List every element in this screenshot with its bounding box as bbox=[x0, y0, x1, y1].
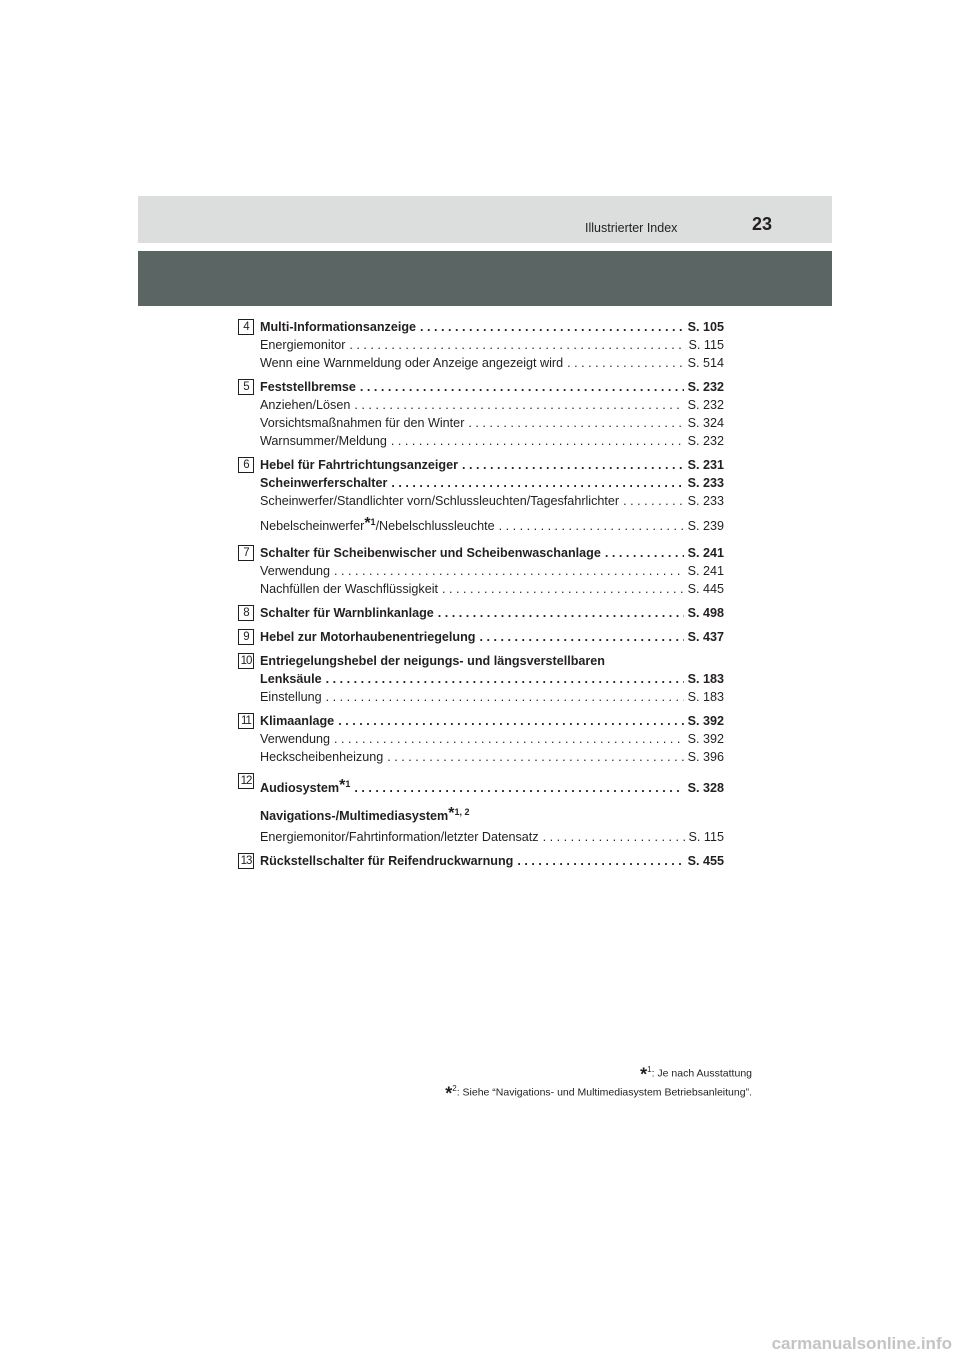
index-entry bbox=[238, 652, 724, 706]
footnote-ref: *1, 2 bbox=[448, 805, 470, 822]
dot-leader bbox=[326, 688, 684, 706]
index-entry bbox=[238, 378, 724, 450]
index-text: Verwendung bbox=[260, 732, 331, 746]
index-subitem[interactable] bbox=[260, 562, 724, 580]
page-ref[interactable]: S. 437 bbox=[687, 630, 724, 644]
dot-leader bbox=[420, 318, 684, 336]
dot-leader bbox=[438, 604, 684, 622]
index-heading[interactable] bbox=[260, 800, 724, 828]
callout-number: 13 bbox=[238, 853, 254, 869]
index-text: Verwendung bbox=[260, 564, 331, 578]
index-text: Wenn eine Warnmeldung oder Anzeige angezeigt wird bbox=[260, 356, 564, 370]
index-entry bbox=[238, 712, 724, 766]
index-subitem[interactable] bbox=[260, 492, 724, 510]
index-entry bbox=[238, 318, 724, 372]
page-ref[interactable]: S. 232 bbox=[687, 398, 724, 412]
index-heading[interactable] bbox=[260, 852, 724, 870]
dot-leader bbox=[468, 414, 683, 432]
footnote-ref: *1 bbox=[339, 777, 351, 794]
dot-leader bbox=[442, 580, 684, 598]
index-subitem[interactable] bbox=[260, 828, 724, 846]
index-subitem[interactable] bbox=[260, 432, 724, 450]
page-ref[interactable]: S. 445 bbox=[687, 582, 724, 596]
dot-leader bbox=[391, 474, 683, 492]
index-text: Rückstellschalter für Reifendruckwarnung bbox=[260, 854, 514, 868]
index-text: Energiemonitor bbox=[260, 338, 346, 352]
index-text: Feststellbremse bbox=[260, 380, 356, 394]
section-title: Illustrierter Index bbox=[585, 221, 678, 235]
index-entry bbox=[238, 456, 724, 538]
dot-leader bbox=[517, 852, 683, 870]
index-text: Navigations-/Multimediasystem$^{*1, 2}$ bbox=[260, 805, 470, 823]
callout-number: 10 bbox=[238, 653, 254, 669]
footnote: *$^2$: Siehe “Navigations- und Multimediasystem Betriebsanleitung”. bbox=[445, 1083, 752, 1103]
dot-leader bbox=[360, 378, 684, 396]
page-number: 23 bbox=[752, 214, 773, 234]
page-ref[interactable]: S. 324 bbox=[687, 416, 724, 430]
index-text: Audiosystem$^{*1}$ bbox=[260, 777, 351, 795]
index-heading[interactable] bbox=[260, 378, 724, 396]
callout-number: 5 bbox=[238, 379, 254, 395]
index-text: Einstellung bbox=[260, 690, 322, 704]
index-subitem[interactable] bbox=[260, 748, 724, 766]
page-ref[interactable]: S. 115 bbox=[688, 338, 724, 352]
index-text: Entriegelungshebel der neigungs- und längsverstellbaren bbox=[260, 654, 605, 668]
page-ref[interactable]: S. 392 bbox=[687, 714, 724, 728]
index-subitem[interactable] bbox=[260, 336, 724, 354]
page-ref[interactable]: S. 392 bbox=[687, 732, 724, 746]
dot-leader bbox=[623, 492, 683, 510]
callout-number: 9 bbox=[238, 629, 254, 645]
footnote-ref: *1 bbox=[364, 515, 376, 532]
callout-number: 7 bbox=[238, 545, 254, 561]
page-ref[interactable]: S. 514 bbox=[687, 356, 724, 370]
page-ref[interactable]: S. 455 bbox=[687, 854, 724, 868]
dot-leader bbox=[334, 562, 684, 580]
page-ref[interactable]: S. 241 bbox=[687, 546, 724, 560]
index-heading[interactable] bbox=[260, 544, 724, 562]
dot-leader bbox=[326, 670, 684, 688]
page-ref[interactable]: S. 115 bbox=[688, 830, 724, 844]
index-text: Nachfüllen der Waschflüssigkeit bbox=[260, 582, 439, 596]
index-text: Energiemonitor/Fahrtinformation/letzter Datensatz bbox=[260, 830, 539, 844]
index-text: Vorsichtsmaßnahmen für den Winter bbox=[260, 416, 465, 430]
dot-leader bbox=[567, 354, 683, 372]
page-ref[interactable]: S. 241 bbox=[687, 564, 724, 578]
index-subitem[interactable] bbox=[260, 688, 724, 706]
index-heading[interactable] bbox=[260, 456, 724, 474]
page-ref[interactable]: S. 233 bbox=[687, 494, 724, 508]
header-band bbox=[138, 196, 832, 243]
page-ref[interactable]: S. 239 bbox=[687, 519, 724, 533]
index-heading[interactable] bbox=[260, 628, 724, 646]
index-entry bbox=[238, 628, 724, 646]
index-text: Anziehen/Lösen bbox=[260, 398, 351, 412]
page-ref[interactable]: S. 232 bbox=[687, 380, 724, 394]
page-ref[interactable]: S. 183 bbox=[687, 672, 724, 686]
footnotes bbox=[445, 1063, 752, 1103]
dot-leader bbox=[605, 544, 684, 562]
page-ref[interactable]: S. 396 bbox=[687, 750, 724, 764]
dot-leader bbox=[354, 776, 683, 800]
index-text: Scheinwerfer/Standlichter vorn/Schlussleuchten/Tagesfahrlichter bbox=[260, 494, 620, 508]
index-heading[interactable] bbox=[260, 474, 724, 492]
index-heading[interactable] bbox=[260, 652, 724, 670]
index-text: Hebel für Fahrtrichtungsanzeiger bbox=[260, 458, 459, 472]
index-text: Scheinwerferschalter bbox=[260, 476, 388, 490]
index-subitem[interactable] bbox=[260, 580, 724, 598]
dot-leader bbox=[462, 456, 684, 474]
callout-number: 11 bbox=[238, 713, 254, 729]
index-text: Heckscheibenheizung bbox=[260, 750, 384, 764]
callout-number: 12 bbox=[238, 773, 254, 789]
index-entry bbox=[238, 772, 724, 846]
callout-number: 4 bbox=[238, 319, 254, 335]
dot-leader bbox=[387, 748, 683, 766]
dot-leader bbox=[334, 730, 684, 748]
dot-leader bbox=[354, 396, 683, 414]
index-heading[interactable] bbox=[260, 772, 724, 800]
index-heading[interactable] bbox=[260, 604, 724, 622]
page-ref[interactable]: S. 183 bbox=[687, 690, 724, 704]
index-list bbox=[238, 318, 724, 876]
dot-leader bbox=[338, 712, 683, 730]
page-ref[interactable]: S. 328 bbox=[687, 781, 724, 795]
index-subitem[interactable] bbox=[260, 414, 724, 432]
dot-leader bbox=[391, 432, 684, 450]
index-subitem[interactable] bbox=[260, 354, 724, 372]
index-entry bbox=[238, 604, 724, 622]
section-banner bbox=[138, 251, 832, 306]
index-heading[interactable] bbox=[260, 670, 724, 688]
dot-leader bbox=[349, 336, 684, 354]
dot-leader bbox=[543, 828, 685, 846]
page-ref[interactable]: S. 233 bbox=[687, 476, 724, 490]
index-heading[interactable] bbox=[260, 712, 724, 730]
index-text: Hebel zur Motorhaubenentriegelung bbox=[260, 630, 476, 644]
footnote: *$^1$: Je nach Ausstattung bbox=[640, 1064, 752, 1085]
index-heading[interactable] bbox=[260, 318, 724, 336]
callout-number: 8 bbox=[238, 605, 254, 621]
index-text: Lenksäule bbox=[260, 672, 322, 686]
index-entry bbox=[238, 852, 724, 870]
watermark: carmanualsonline.info bbox=[771, 1334, 952, 1353]
dot-leader bbox=[480, 628, 684, 646]
index-text: Nebelscheinwerfer$^{*1}$/Nebelschlussleuchte bbox=[260, 515, 495, 533]
index-subitem[interactable] bbox=[260, 510, 724, 538]
page-ref[interactable]: S. 231 bbox=[687, 458, 724, 472]
index-entry bbox=[238, 544, 724, 598]
page-ref[interactable]: S. 498 bbox=[687, 606, 724, 620]
index-subitem[interactable] bbox=[260, 730, 724, 748]
index-text: Warnsummer/Meldung bbox=[260, 434, 387, 448]
index-text: Schalter für Warnblinkanlage bbox=[260, 606, 434, 620]
index-text: Klimaanlage bbox=[260, 714, 335, 728]
callout-number: 6 bbox=[238, 457, 254, 473]
index-text: Multi-Informationsanzeige bbox=[260, 320, 417, 334]
dot-leader bbox=[499, 514, 684, 538]
index-text: Schalter für Scheibenwischer und Scheibenwaschanlage bbox=[260, 546, 601, 560]
page-ref[interactable]: S. 232 bbox=[687, 434, 724, 448]
index-subitem[interactable] bbox=[260, 396, 724, 414]
page-ref[interactable]: S. 105 bbox=[687, 320, 724, 334]
